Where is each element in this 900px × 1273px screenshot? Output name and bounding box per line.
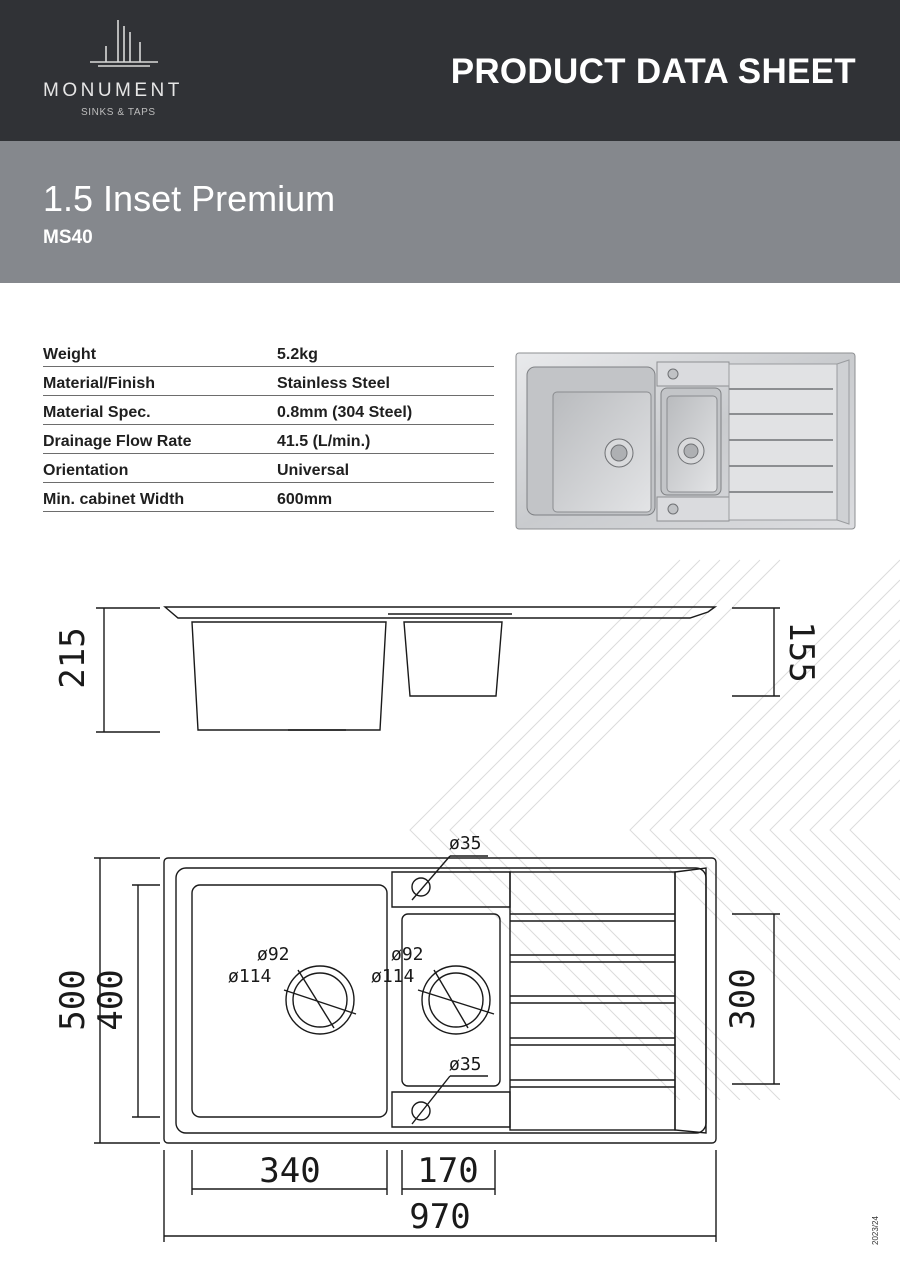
- spec-row: [43, 367, 494, 396]
- spec-row: [43, 396, 494, 425]
- spec-value: 600mm: [277, 483, 494, 512]
- sink-photo: [515, 352, 856, 530]
- technical-drawing: [0, 560, 900, 1273]
- spec-row: [43, 425, 494, 454]
- dim-overall-depth: 500: [53, 969, 93, 1031]
- plan-view: [164, 856, 716, 1143]
- dim-main-bowl-width: 340: [259, 1151, 321, 1191]
- spec-label: Weight: [43, 338, 277, 367]
- spec-value: 41.5 (L/min.): [277, 425, 494, 454]
- dim-drainer-length: 300: [723, 968, 763, 1030]
- brand-subtitle: SINKS & TAPS: [81, 107, 156, 118]
- sheet-title: PRODUCT DATA SHEET: [450, 52, 856, 91]
- spec-table: [43, 338, 494, 512]
- spec-label: Material Spec.: [43, 396, 277, 425]
- dim-bowl-depth: 400: [91, 969, 131, 1031]
- product-name: 1.5 Inset Premium: [43, 178, 336, 219]
- brand-name: MONUMENT: [43, 80, 183, 101]
- spec-value: 5.2kg: [277, 338, 494, 367]
- dim-waste-half-inner: ø92: [391, 944, 424, 965]
- spec-value: Stainless Steel: [277, 367, 494, 396]
- spec-value: Universal: [277, 454, 494, 483]
- spec-row: [43, 483, 494, 512]
- dim-tap-hole-bottom: ø35: [449, 1054, 482, 1075]
- product-code: MS40: [43, 227, 93, 248]
- dim-waste-main-outer: ø114: [228, 966, 272, 987]
- spec-label: Min. cabinet Width: [43, 483, 277, 512]
- monument-logo-icon: [84, 18, 164, 73]
- spec-label: Drainage Flow Rate: [43, 425, 277, 454]
- dim-waste-main-inner: ø92: [257, 944, 290, 965]
- dim-side-height: 215: [53, 627, 93, 689]
- spec-label: Material/Finish: [43, 367, 277, 396]
- spec-row: [43, 338, 494, 367]
- side-elevation: [165, 607, 715, 730]
- dim-waste-half-outer: ø114: [371, 966, 415, 987]
- dim-half-bowl-width: 170: [417, 1151, 479, 1191]
- dim-tap-hole-top: ø35: [449, 833, 482, 854]
- dim-overall-width: 970: [409, 1197, 471, 1237]
- header: [0, 0, 900, 141]
- spec-row: [43, 454, 494, 483]
- spec-value: 0.8mm (304 Steel): [277, 396, 494, 425]
- year-code: 2023/24: [871, 1216, 880, 1245]
- spec-label: Orientation: [43, 454, 277, 483]
- dim-side-bowl-depth: 155: [781, 621, 821, 683]
